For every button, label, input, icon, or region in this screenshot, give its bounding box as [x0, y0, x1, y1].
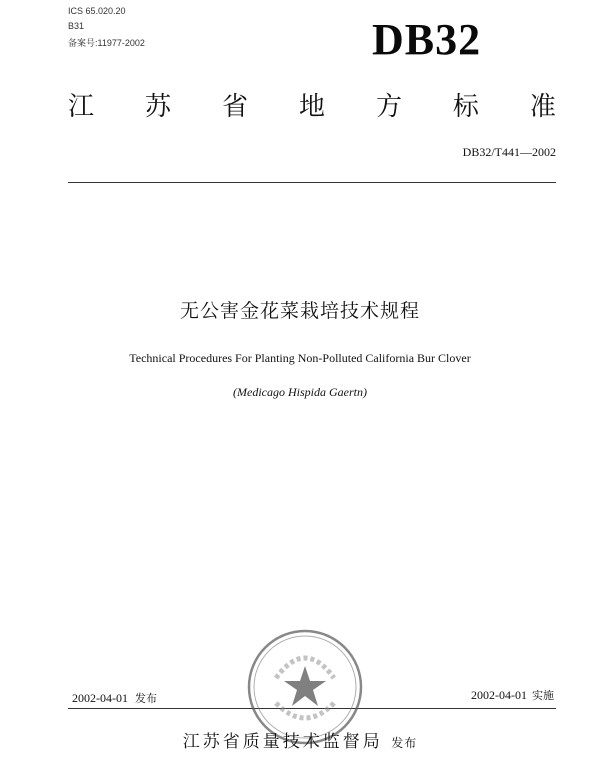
issuer-action: 发布: [391, 736, 418, 750]
header-divider: [68, 182, 556, 183]
db32-logo: DB32: [372, 15, 482, 64]
implement-date-line: [471, 687, 554, 703]
record-number: 备案号:11977-2002: [68, 38, 145, 48]
seal-star-icon: [284, 666, 326, 706]
issuing-authority: 江苏省质量技术监督局: [182, 732, 383, 752]
classification-code: B31: [68, 21, 85, 31]
standard-type: [68, 86, 556, 123]
standard-type-char: 苏: [144, 92, 171, 122]
title-english: Technical Procedures For Planting Non-Polluted California Bur Clover: [129, 351, 471, 365]
publish-date: 2002-04-01: [72, 691, 128, 705]
standard-type-char: 江: [68, 92, 95, 122]
standard-type-char: 方: [375, 92, 402, 122]
issuer-line: [0, 727, 600, 752]
standard-type-char: 地: [298, 92, 325, 122]
implement-date: 2002-04-01: [471, 688, 527, 702]
standard-code: DB32/T441—2002: [462, 145, 556, 159]
standard-type-char: 标: [452, 92, 479, 122]
standard-type-char: 省: [221, 92, 248, 122]
title-latin: (Medicago Hispida Gaertn): [233, 385, 367, 399]
publish-date-line: [72, 690, 157, 706]
publish-label: 发布: [135, 692, 157, 705]
standard-type-char: 准: [529, 92, 556, 122]
ics-code: ICS 65.020.20: [68, 6, 126, 16]
title-chinese: 无公害金花菜栽培技术规程: [179, 300, 420, 322]
implement-label: 实施: [532, 689, 554, 702]
